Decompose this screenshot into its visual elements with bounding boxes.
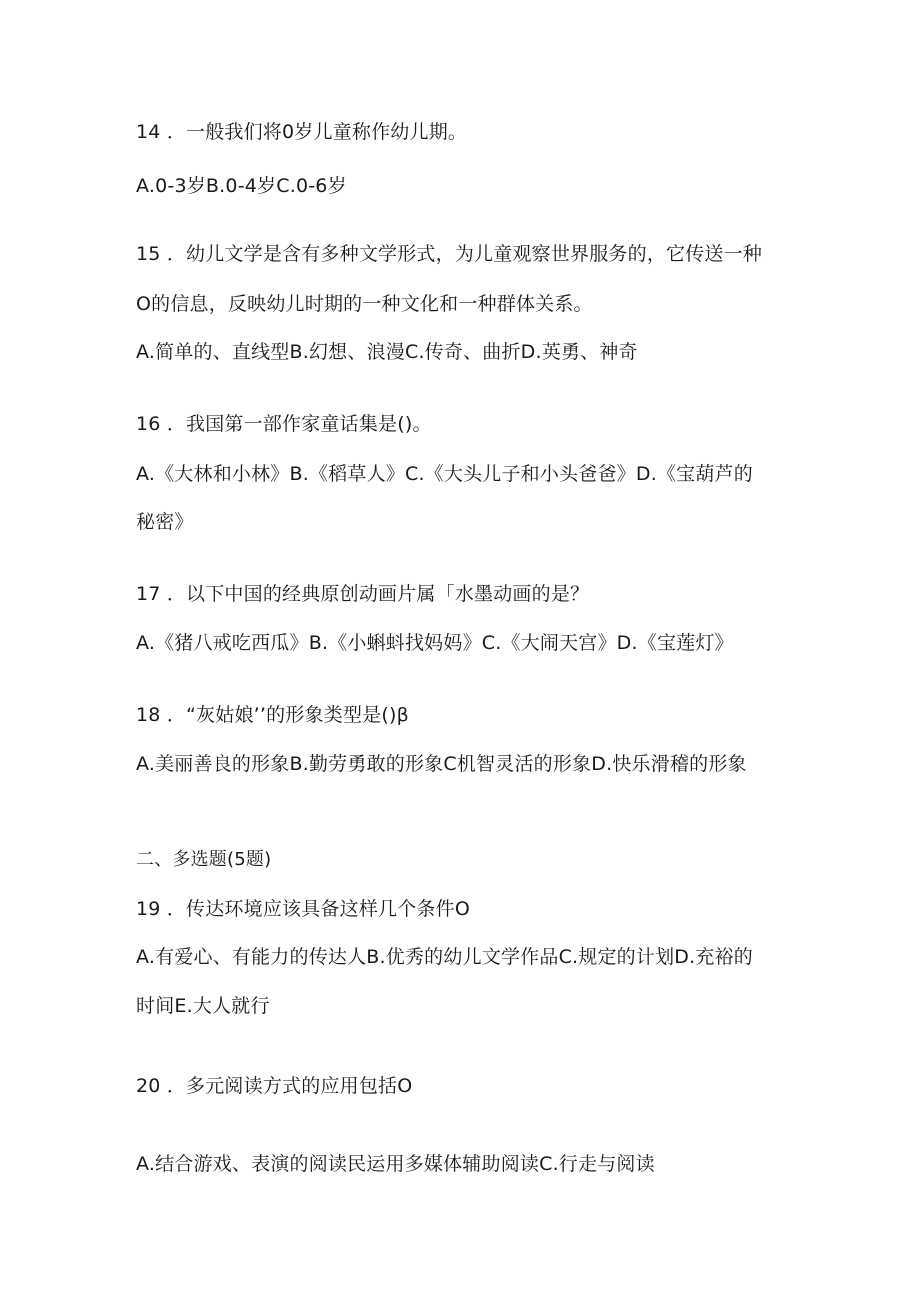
question-14-options: A.0-3岁B.0-4岁C.0-6岁 (136, 175, 347, 197)
question-17-options: A.《猪八戒吃西瓜》B.《小蝌蚪找妈妈》C.《大闹天宫》D.《宝莲灯》 (136, 632, 734, 654)
question-20-options: A.结合游戏、表演的阅读民运用多媒体辅助阅读C.行走与阅读 (136, 1153, 655, 1175)
question-20-stem: 20 ．多元阅读方式的应用包括O (136, 1075, 413, 1097)
question-19-options-line-1: A.有爱心、有能力的传达人B.优秀的幼儿文学作品C.规定的计划D.充裕的 (136, 946, 753, 968)
question-18-options: A.美丽善良的形象B.勤劳勇敢的形象C机智灵活的形象D.快乐滑稽的形象 (136, 753, 747, 775)
question-15-options: A.简单的、直线型B.幻想、浪漫C.传奇、曲折D.英勇、神奇 (136, 341, 638, 363)
question-19-options-line-2: 时间E.大人就行 (136, 995, 270, 1017)
question-16-options-line-1: A.《大林和小林》B.《稻草人》C.《大头儿子和小头爸爸》D.《宝葫芦的 (136, 463, 753, 485)
question-16-stem: 16 ．我国第一部作家童话集是()。 (136, 413, 432, 435)
question-17-stem: 17 ．以下中国的经典原创动画片属「水墨动画的是？ (136, 583, 590, 605)
question-18-stem: 18 ．“灰姑娘’’的形象类型是()β (136, 704, 409, 726)
question-16-options-line-2: 秘密》 (136, 511, 194, 533)
section-heading-multiple-choice: 二、多选题(5题) (136, 849, 272, 870)
question-15-stem-line-1: 15 ．幼儿文学是含有多种文学形式，为儿童观察世界服务的，它传送一种 (136, 243, 763, 265)
question-14-stem: 14 ．一般我们将0岁儿童称作幼儿期。 (136, 121, 468, 143)
question-15-stem-line-2: O的信息，反映幼儿时期的一种文化和一种群体关系。 (136, 293, 593, 315)
question-19-stem: 19 ．传达环境应该具备这样几个条件O (136, 898, 470, 920)
